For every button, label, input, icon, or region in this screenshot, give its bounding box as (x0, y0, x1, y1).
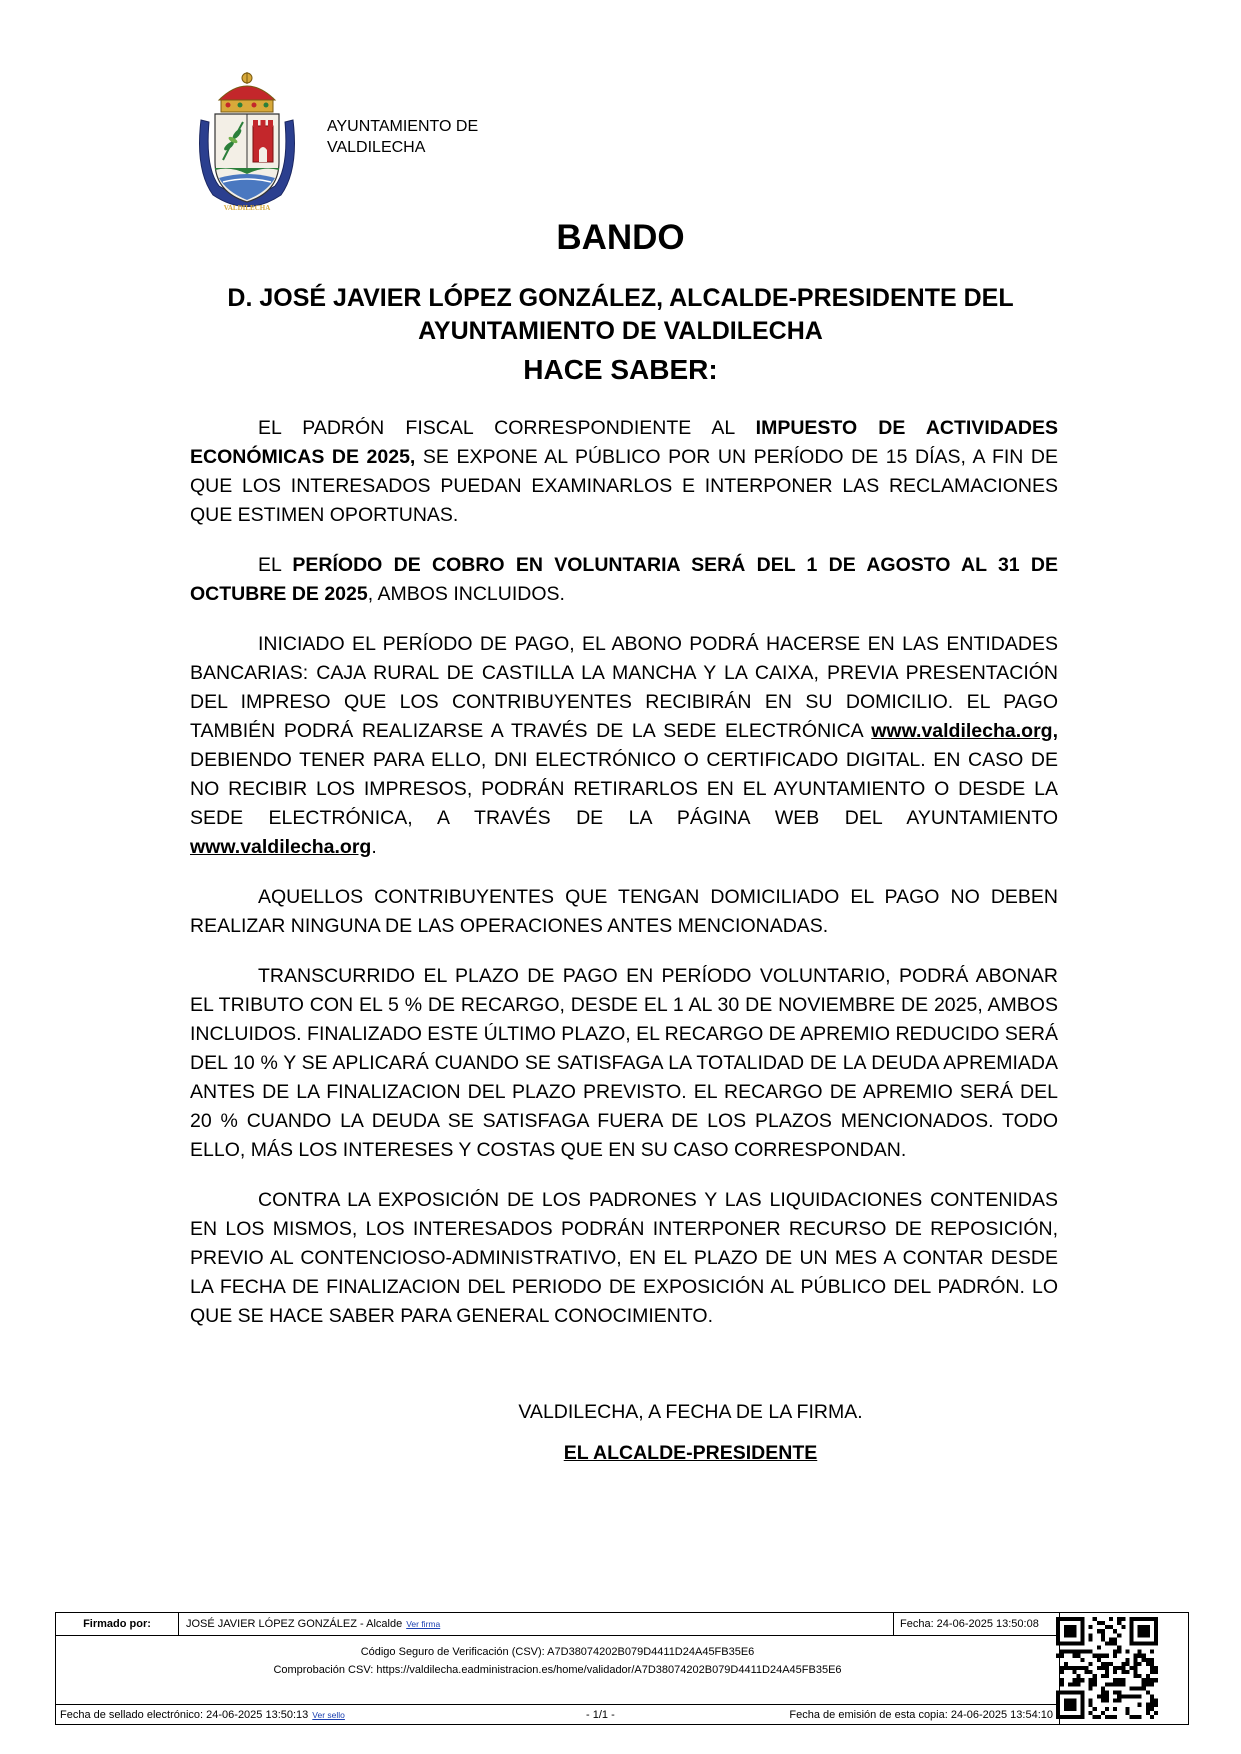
svg-text:VALDILECHA: VALDILECHA (223, 204, 271, 212)
org-line-2: VALDILECHA (327, 139, 426, 156)
coat-of-arms-icon (193, 70, 301, 215)
p1-text-bold: IMPUESTO DE ACTIVIDADES ECONÓMICAS DE 2025, (190, 417, 1058, 468)
p2-text-bold: PERÍODO DE COBRO EN VOLUNTARIA SERÁ DEL 1 DE AGOSTO AL 31 DE OCTUBRE DE 2025 (190, 554, 1059, 605)
p2-text-a: EL (258, 554, 293, 576)
paragraph-1 (190, 414, 1058, 530)
signed-by-label: Firmado por: (56, 1613, 179, 1635)
paragraph-2 (190, 551, 1058, 609)
seal-date: Fecha de sellado electrónico: 24-06-2025 13:50:13 (60, 1709, 309, 1721)
document-body (190, 414, 1058, 1352)
signature-row (56, 1613, 1059, 1636)
website-link-1[interactable]: www.valdilecha.org, (871, 720, 1058, 742)
p3-text-b: DEBIENDO TENER PARA ELLO, DNI ELECTRÓNICO O CERTIFICADO DIGITAL. EN CASO DE NO RECIBIR LOS IMPRESOS, PODRÁN RETIRARLOS EN EL AYUNTAMIENTO O DESDE LA SEDE ELECTRÓNICA, A TRAVÉS DE LA PÁGINA WEB DEL AYUNTAMIENTO (190, 749, 1058, 829)
seal-row (56, 1704, 1059, 1726)
csv-block (56, 1643, 1059, 1679)
hace-saber-heading: HACE SABER: (523, 354, 718, 385)
page-number: - 1/1 - (586, 1709, 615, 1721)
electronic-signature-box (55, 1612, 1189, 1725)
seal-date-cell (60, 1705, 345, 1726)
paragraph-6: CONTRA LA EXPOSICIÓN DE LOS PADRONES Y LAS LIQUIDACIONES CONTENIDAS EN LOS MISMOS, LOS INTERESADOS PODRÁN INTERPONER RECURSO DE REPOSICIÓN, PREVIO AL CONTENCIOSO-ADMINISTRATIVO, EN EL PLAZO DE UN MES A CONTAR DESDE LA FECHA DE FINALIZACION DEL PERIODO DE EXPOSICIÓN AL PÚBLICO DEL PADRÓN. LO QUE SE HACE SABER PARA GENERAL CONOCIMIENTO. (190, 1189, 1058, 1327)
p1-text-a: EL PADRÓN FISCAL CORRESPONDIENTE AL (258, 417, 756, 439)
signature-date: Fecha: 24-06-2025 13:50:08 (900, 1618, 1039, 1630)
paragraph-5: TRANSCURRIDO EL PLAZO DE PAGO EN PERÍODO VOLUNTARIO, PODRÁ ABONAR EL TRIBUTO CON EL 5 % DE RECARGO, DESDE EL 1 AL 30 DE NOVIEMBRE DE 2025, AMBOS INCLUIDOS. FINALIZADO ESTE ÚLTIMO PLAZO, EL RECARGO DE APREMIO REDUCIDO SERÁ DEL 10 % Y SE APLICARÁ CUANDO SE SATISFAGA LA TOTALIDAD DE LA DEUDA APREMIADA ANTES DE LA FINALIZACION DEL PLAZO PREVISTO. EL RECARGO DE APREMIO SERÁ DEL 20 % CUANDO LA DEUDA SE SATISFAGA FUERA DE LOS PLAZOS MENCIONADOS. TODO ELLO, MÁS LOS INTERESES Y COSTAS QUE EN SU CASO CORRESPONDAN. (190, 965, 1058, 1161)
qr-code-icon (1056, 1617, 1158, 1719)
signer-name: JOSÉ JAVIER LÓPEZ GONZÁLEZ - Alcalde (186, 1618, 403, 1630)
document-title: BANDO (556, 218, 685, 257)
p2-text-c: , AMBOS INCLUIDOS. (367, 583, 565, 605)
csv-check-url: Comprobación CSV: https://valdilecha.eadministracion.es/home/validador/A7D38074202B079D4411D24A45FB35E6 (273, 1664, 842, 1676)
issuer-line-2: AYUNTAMIENTO DE VALDILECHA (418, 317, 823, 345)
p3-text-a: INICIADO EL PERÍODO DE PAGO, EL ABONO PODRÁ HACERSE EN LAS ENTIDADES BANCARIAS: CAJA RURAL DE CASTILLA LA MANCHA Y LA CAIXA, PREVIA PRESENTACIÓN DEL IMPRESO QUE LOS CONTRIBUYENTES RECIBIRÁN EN SU DOMICILIO. EL PAGO TAMBIÉN PODRÁ REALIZARSE A TRAVÉS DE LA SEDE ELECTRÓNICA (190, 633, 1058, 742)
paragraph-3 (190, 630, 1058, 862)
signer-role: EL ALCALDE-PRESIDENTE (563, 1442, 818, 1464)
website-link-2[interactable]: www.valdilecha.org (190, 836, 372, 858)
copy-issue-date: Fecha de emisión de esta copia: 24-06-2025 13:54:10 (789, 1709, 1053, 1721)
org-line-1: AYUNTAMIENTO DE (327, 118, 479, 135)
place-and-date: VALDILECHA, A FECHA DE LA FIRMA. (518, 1401, 863, 1423)
organization-name (327, 116, 478, 158)
issuer-line-1: D. JOSÉ JAVIER LÓPEZ GONZÁLEZ, ALCALDE-PRESIDENTE DEL (227, 284, 1014, 312)
ver-sello-link[interactable]: Ver sello (312, 1710, 345, 1720)
issuer-heading (160, 282, 1081, 348)
paragraph-4: AQUELLOS CONTRIBUYENTES QUE TENGAN DOMICILIADO EL PAGO NO DEBEN REALIZAR NINGUNA DE LAS OPERACIONES ANTES MENCIONADAS. (190, 886, 1058, 937)
csv-code: Código Seguro de Verificación (CSV): A7D38074202B079D4411D24A45FB35E6 (360, 1646, 755, 1658)
signer-cell (179, 1613, 894, 1635)
p3-text-c: . (371, 836, 377, 858)
p1-text-c: SE EXPONE AL PÚBLICO POR UN PERÍODO DE 15 DÍAS, A FIN DE QUE LOS INTERESADOS PUEDAN EXAMINARLOS E INTERPONER LAS RECLAMACIONES QUE ESTIMEN OPORTUNAS. (190, 446, 1059, 526)
ver-firma-link[interactable]: Ver firma (406, 1619, 441, 1629)
